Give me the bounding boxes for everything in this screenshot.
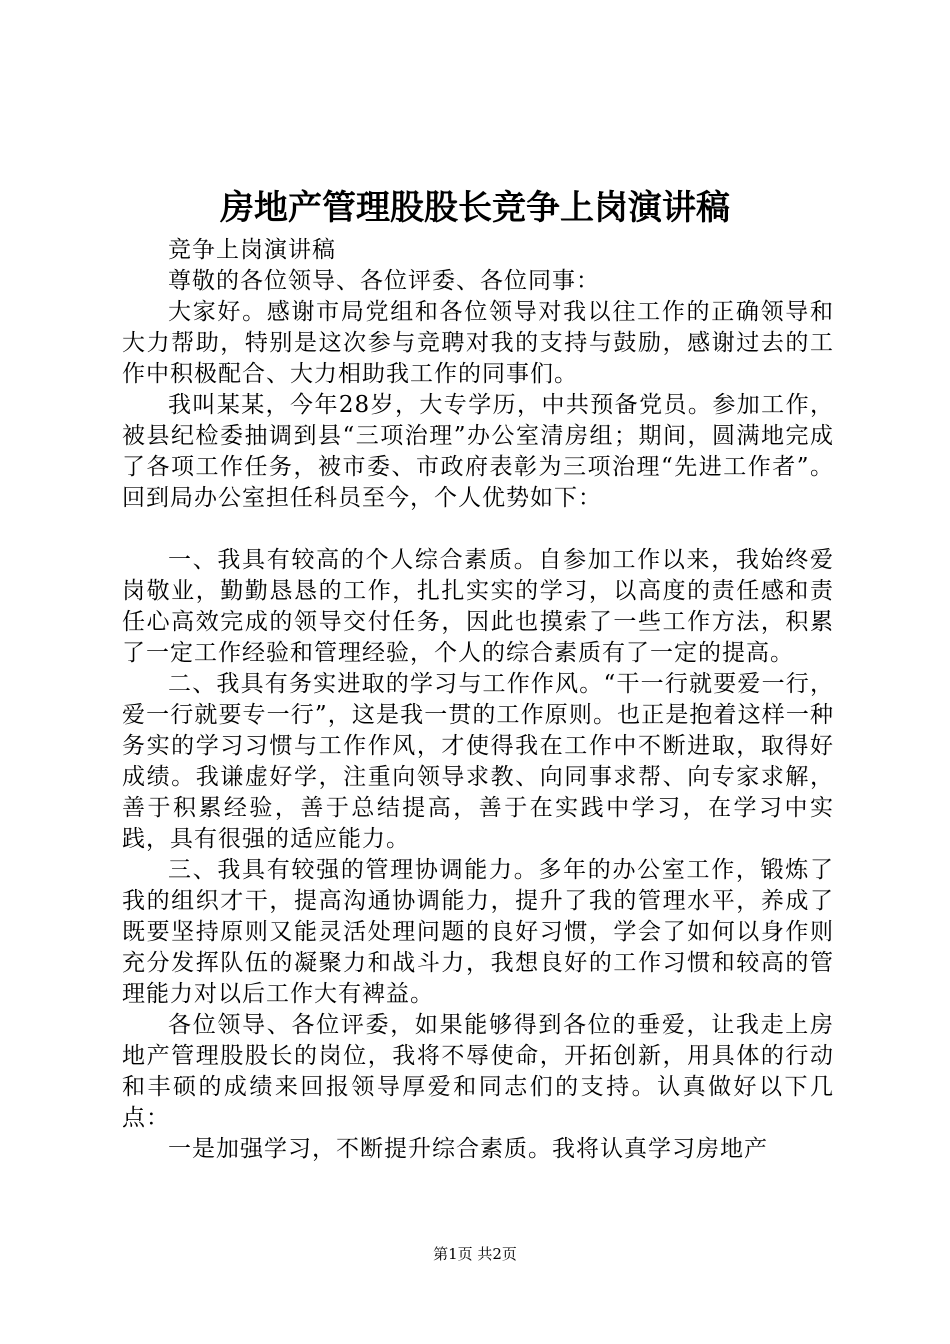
paragraph-greeting: 大家好。感谢市局党组和各位领导对我以往工作的正确领导和大力帮助，特别是这次参与竞聘对我的支持与鼓励，感谢过去的工作中积极配合、大力相助我工作的同事们。 [122,299,834,387]
paragraph-point-three: 三、我具有较强的管理协调能力。多年的办公室工作，锻炼了我的组织才干，提高沟通协调能力，提升了我的管理水平，养成了既要坚持原则又能灵活处理问题的良好习惯，学会了如何以身作则充分发挥队伍的凝聚力和战斗力，我想良好的工作习惯和较高的管理能力对以后工作大有裨益。 [122,857,834,1007]
paragraph-point-one: 一、我具有较高的个人综合素质。自参加工作以来，我始终爱岗敬业，勤勤恳恳的工作，扎扎实实的学习，以高度的责任感和责任心高效完成的领导交付任务，因此也摸索了一些工作方法，积累了一定工作经验和管理经验，个人的综合素质有了一定的提高。 [122,547,834,666]
paragraph-heading: 竞争上岗演讲稿 [168,237,336,263]
page-number-footer: 第1页 共2页 [433,1245,517,1263]
paragraph-commitment: 各位领导、各位评委，如果能够得到各位的垂爱，让我走上房地产管理股股长的岗位，我将不辱使命，开拓创新，用具体的行动和丰硕的成绩来回报领导厚爱和同志们的支持。认真做好以下几点： [122,1012,834,1131]
document-body [122,235,834,1165]
paragraph-plan-one: 一是加强学习，不断提升综合素质。我将认真学习房地产 [168,1136,768,1162]
paragraph-salutation: 尊敬的各位领导、各位评委、各位同事： [168,268,600,294]
paragraph-introduction: 我叫某某，今年28岁，大专学历，中共预备党员。参加工作，被县纪检委抽调到县“三项治理”办公室清房组；期间，圆满地完成了各项工作任务，被市委、市政府表彰为三项治理“先进工作者”。回到局办公室担任科员至今，个人优势如下： [122,392,834,511]
document-title: 房地产管理股股长竞争上岗演讲稿 [220,188,730,228]
paragraph-point-two: 二、我具有务实进取的学习与工作作风。“干一行就要爱一行，爱一行就要专一行”，这是我一贯的工作原则。也正是抱着这样一种务实的学习习惯与工作作风，才使得我在工作中不断进取，取得好成绩。我谦虚好学，注重向领导求教、向同事求帮、向专家求解，善于积累经验，善于总结提高，善于在实践中学习，在学习中实践，具有很强的适应能力。 [122,671,834,852]
